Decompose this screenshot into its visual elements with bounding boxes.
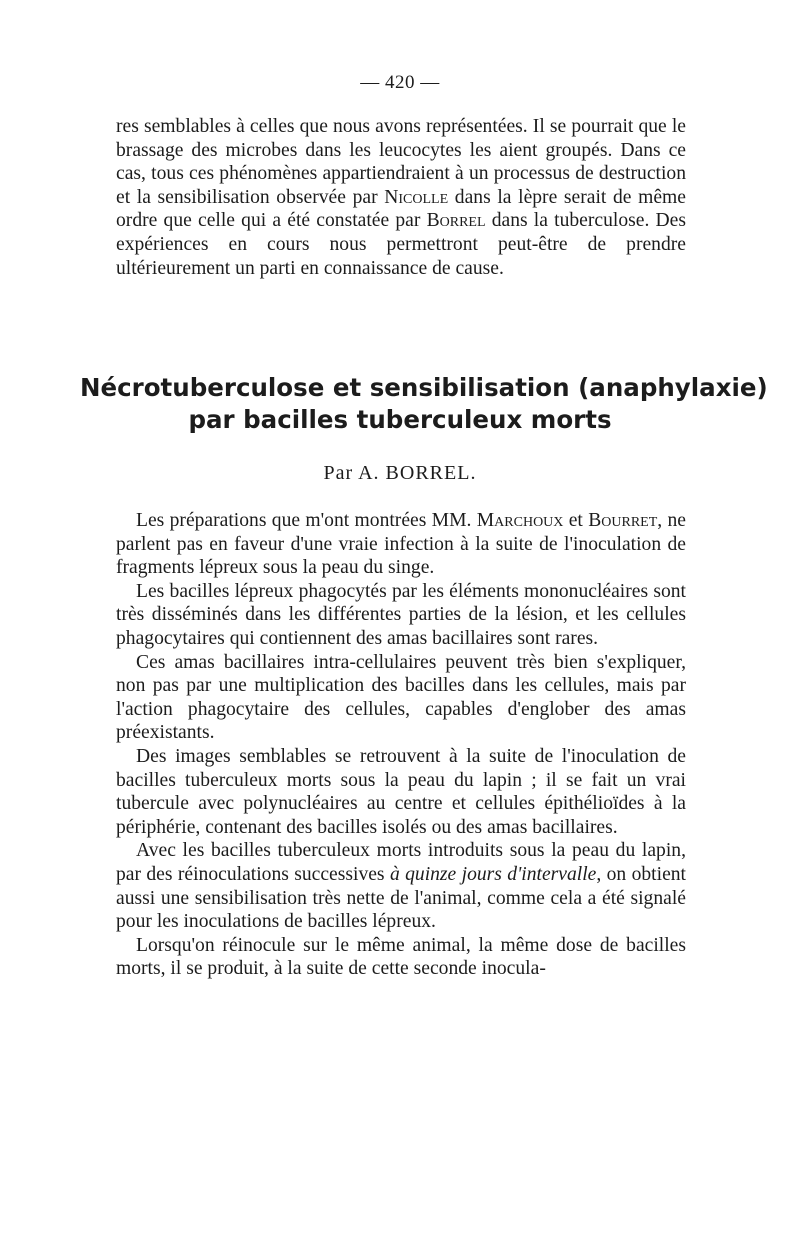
article-title-line-1: Nécrotuberculose et sensibilisation (anaphylaxie) [80,373,768,402]
intro-text [116,115,686,280]
body-paragraph-6: Lorsqu'on réinocule sur le même animal, la même dose de bacilles morts, il se produit, à la suite de cette seconde inocula- [116,934,686,980]
author-name: Bourret [588,510,658,531]
article-title [80,372,768,436]
author-name: Borrel [426,210,486,232]
intro-paragraph: res semblables à celles que nous avons représentées. Il se pourrait que le brassage des microbes dans les leucocytes les aient groupés. Dans ce cas, tous ces phénomènes appartiendraient à un processus de destruction et la sensibilisation observée par Nicolle dans la lèpre serait de même ordre que celle qui a été constatée par Borrel dans la tuberculose. Des expériences en cours nous permettront peut-être de prendre ultérieurement un parti en connaissance de cause. [116,116,687,279]
page-number: — 420 — [360,72,440,93]
body-paragraph-3: Ces amas bacillaires intra-cellulaires peuvent très bien s'expliquer, non pas par une multiplication des bacilles dans les cellules, mais par l'action phagocytaire des cellules, capables d'englober des amas préexistants. [116,651,686,744]
article-title-line-2: par bacilles tuberculeux morts [188,405,612,434]
article-body [116,509,686,981]
body-paragraph-2: Les bacilles lépreux phagocytés par les éléments mononucléaires sont très disséminés dans les différentes parties de la lésion, et les cellules phagocytaires qui contiennent des amas bacillaires sont rares. [116,580,686,649]
author-name: Nicolle [384,186,449,208]
article-byline: Par A. BORREL. [323,462,477,484]
body-paragraph-4: Des images semblables se retrouvent à la suite de l'inoculation de bacilles tuberculeux morts sous la peau du lapin ; il se fait un vrai tubercule avec polynucléaires au centre et cellules épithélioïdes à la périphérie, contenant des bacilles isolés ou des amas bacillaires. [116,745,686,838]
author-name: Marchoux [476,510,564,531]
body-paragraph-5: Avec les bacilles tuberculeux morts introduits sous la peau du lapin, par des réinoculations successives à quinze jours d'intervalle, on obtient aussi une sensibilisation très nette de l'animal, comme cela a été signalé pour les inoculations de bacilles lépreux. [116,840,687,933]
body-paragraph-1: Les préparations que m'ont montrées MM. Marchoux et Bourret, ne parlent pas en faveur d'une vraie infection à la suite de l'inoculation de fragments lépreux sous la peau du singe. [116,510,686,579]
italic-phrase: à quinze jours d'intervalle [389,863,597,885]
